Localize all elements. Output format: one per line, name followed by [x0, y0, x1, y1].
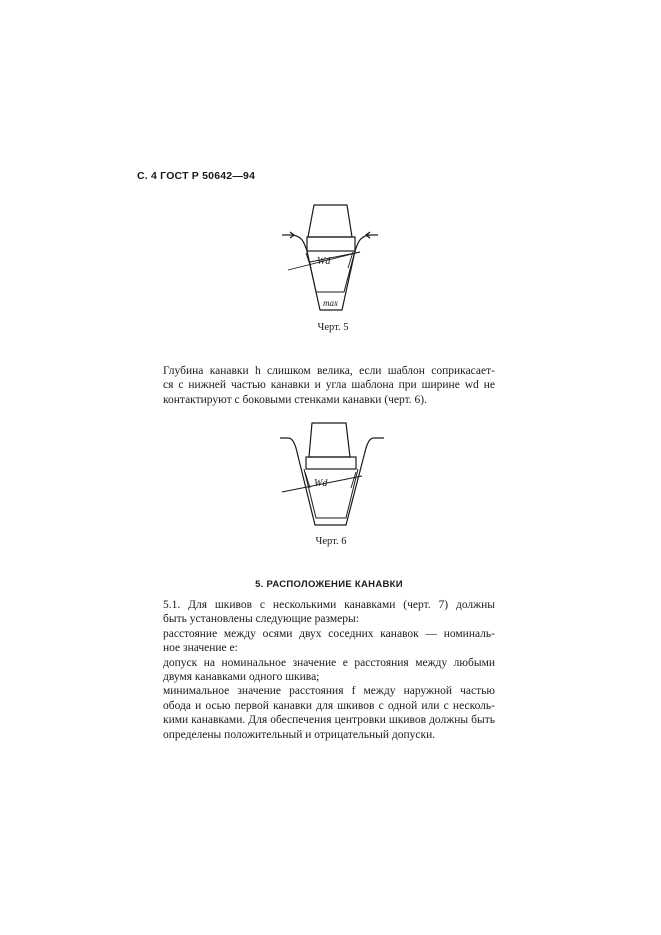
template-band	[307, 237, 355, 251]
figure-5-max-label: max	[323, 298, 338, 308]
body-line: двумя канавками одного шкива;	[163, 671, 320, 684]
figure-5-caption: Черт. 5	[317, 322, 349, 333]
body-line: ное значение e:	[163, 642, 238, 655]
figure-6	[276, 420, 391, 535]
figure-5-wd-label: Wd	[317, 256, 331, 267]
body-line: обода и осью первой канавки для шкивов с одной или с несколь-	[163, 699, 495, 712]
paragraph-line: контактируют с боковыми стенками канавки (черт. 6).	[163, 393, 427, 406]
figure-6-caption: Черт. 6	[315, 536, 347, 547]
template-top	[309, 423, 350, 457]
body-line: 5.1. Для шкивов с несколькими канавками (черт. 7) должны	[163, 599, 495, 611]
figure-6-wd-label: Wd	[314, 478, 328, 489]
body-line: определены положительный и отрицательный допуски.	[163, 728, 436, 741]
paragraph-depth	[163, 364, 495, 407]
body-line: кими канавками. Для обеспечения центровки шкивов должны быть	[163, 714, 495, 727]
body-line: допуск на номинальное значение e расстояния между любыми	[163, 656, 495, 669]
section-body	[163, 598, 495, 742]
template-band	[306, 457, 356, 469]
body-line: расстояние между осями двух соседних канавок — номиналь-	[163, 627, 495, 640]
body-line: минимальное значение расстояния f между наружной частью	[163, 685, 495, 698]
template-top	[308, 205, 352, 237]
section-title: 5. РАСПОЛОЖЕНИЕ КАНАВКИ	[255, 579, 403, 590]
groove-outline	[280, 438, 384, 525]
figure-6-drawing	[276, 420, 391, 535]
page-header: С. 4 ГОСТ Р 50642—94	[137, 170, 256, 182]
paragraph-line: Глубина канавки h слишком велика, если шаблон соприкасает-	[163, 365, 495, 377]
figure-5	[280, 200, 390, 320]
body-line: быть установлены следующие размеры:	[163, 613, 359, 626]
paragraph-line: ся с нижней частью канавки и угла шаблона при ширине wd не	[163, 379, 495, 392]
figure-5-drawing	[280, 200, 390, 320]
